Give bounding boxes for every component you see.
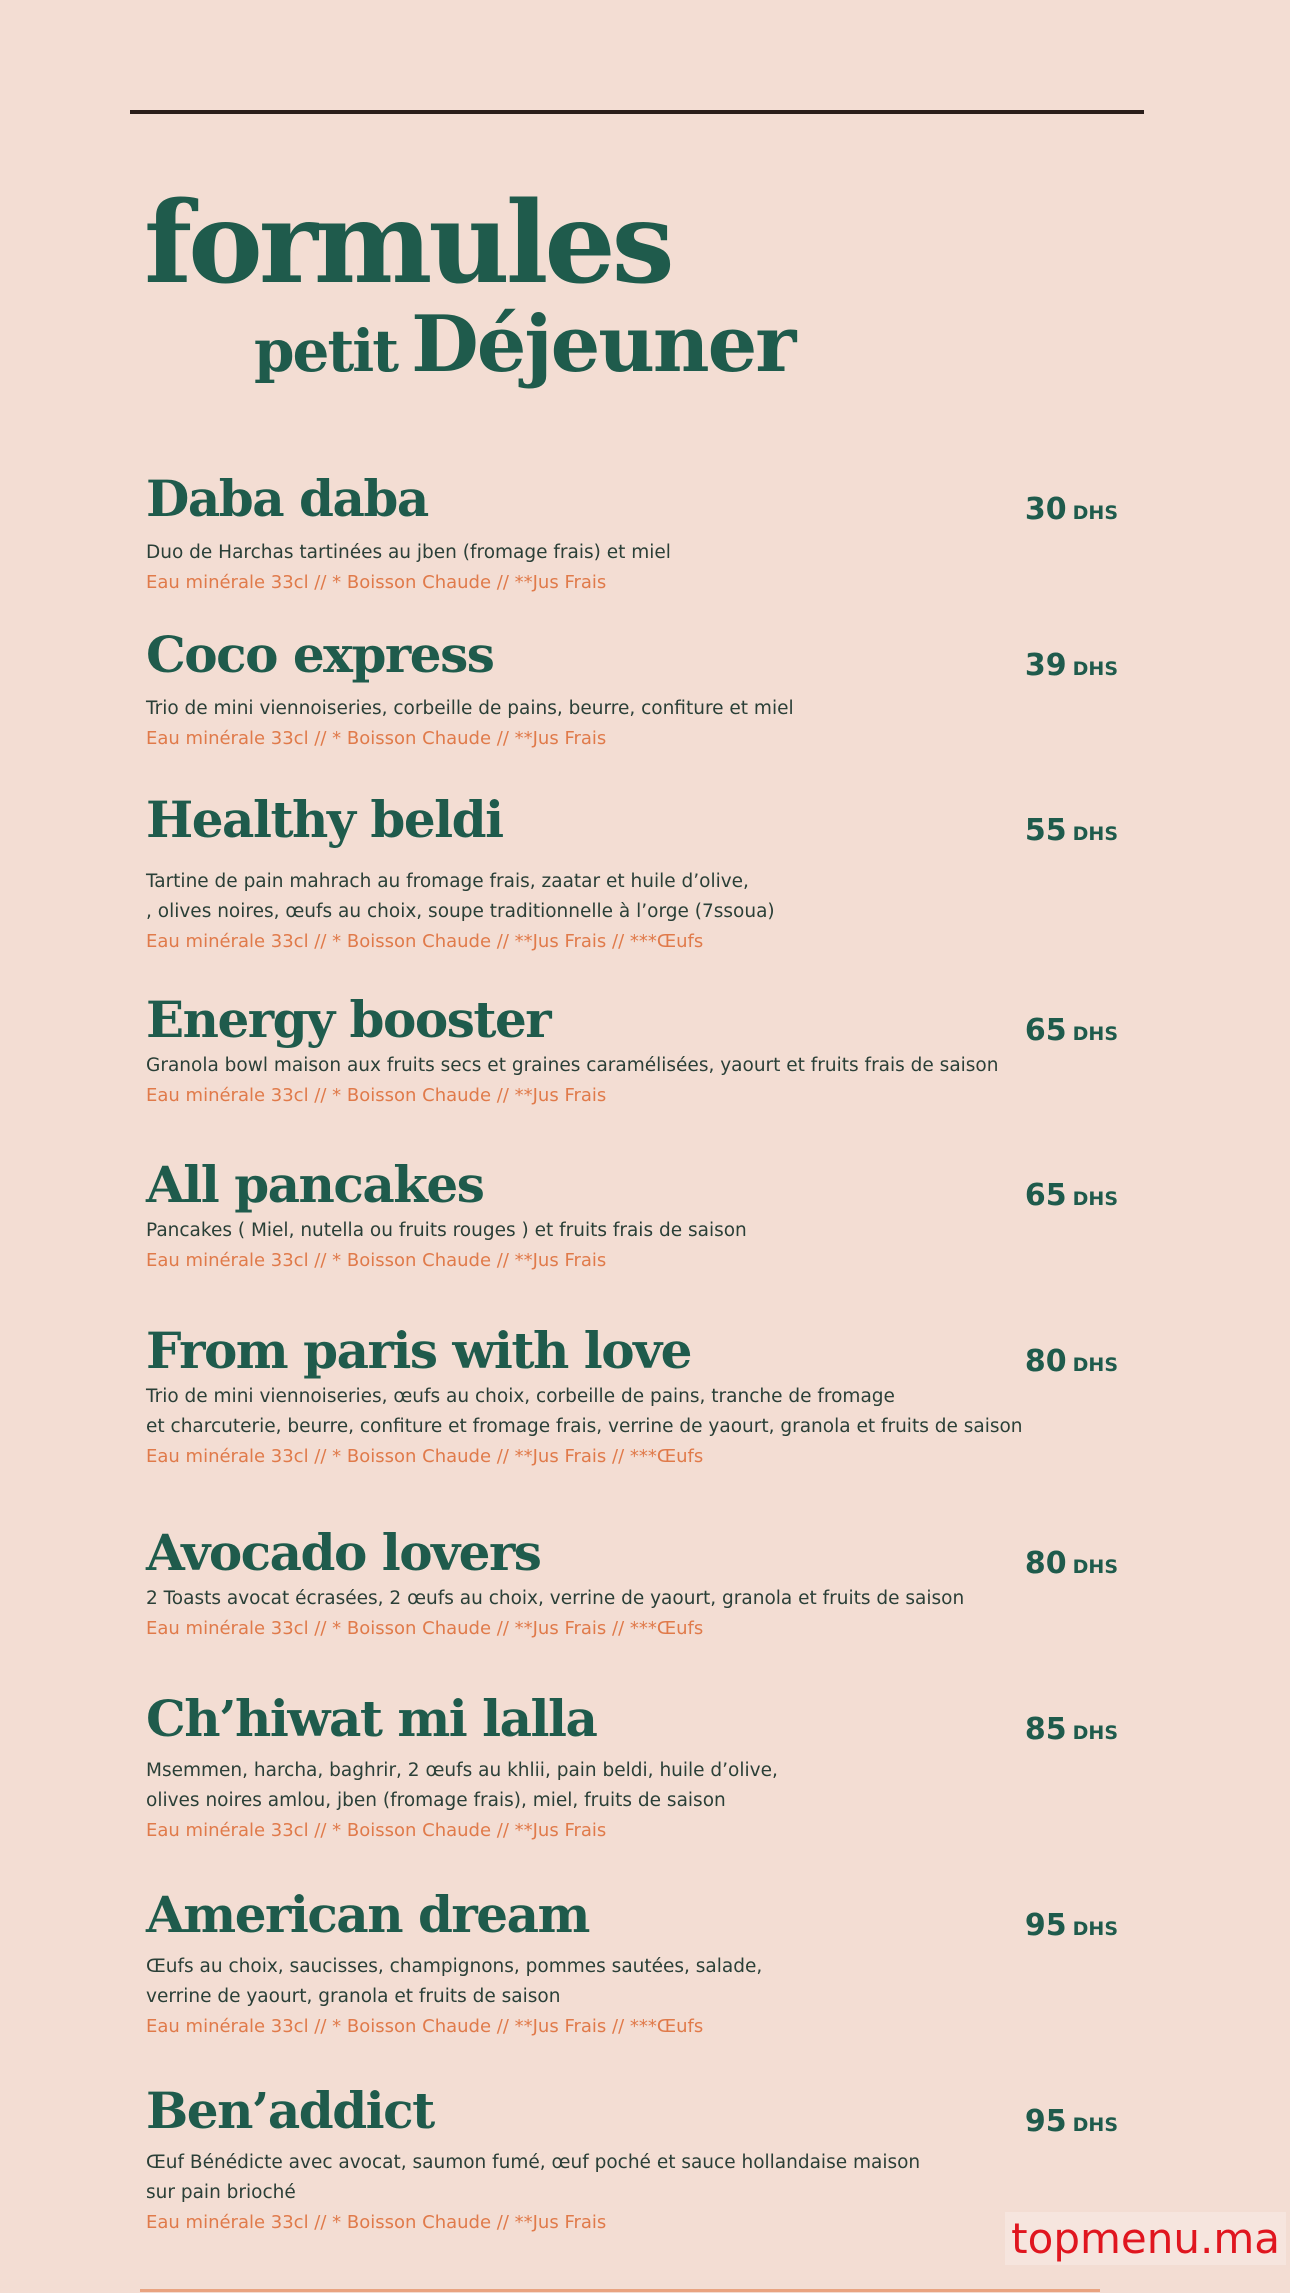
menu-subtitle-big: Déjeuner (411, 299, 795, 390)
top-divider (130, 110, 1144, 114)
item-price (1025, 648, 1118, 683)
item-description: Pancakes ( Miel, nutella ou fruits rouges ) et fruits frais de saison (146, 1220, 747, 1241)
price-value: 85 (1024, 1712, 1067, 1747)
item-name: From paris with love (146, 1321, 691, 1380)
price-currency: DHS (1072, 658, 1118, 680)
price-value: 55 (1024, 813, 1067, 848)
menu-item-american-dream (146, 1885, 1126, 2042)
item-description-line2: et charcuterie, beurre, confiture et fromage frais, verrine de yaourt, granola et fruits de saison (146, 1416, 1023, 1437)
item-price (1025, 2104, 1118, 2139)
item-extras: Eau minérale 33cl // * Boisson Chaude // **Jus Frais (146, 1085, 607, 1106)
price-currency: DHS (1072, 1918, 1118, 1940)
item-name: Avocado lovers (146, 1523, 541, 1582)
bottom-divider (140, 2289, 1100, 2292)
item-description-line2: , olives noires, œufs au choix, soupe traditionnelle à l’orge (7ssoua) (146, 901, 775, 922)
item-price (1025, 1908, 1118, 1943)
menu-item-chhiwat-mi-lalla (146, 1689, 1126, 1846)
item-extras: Eau minérale 33cl // * Boisson Chaude // **Jus Frais // ***Œufs (146, 2016, 704, 2037)
price-value: 30 (1024, 492, 1067, 527)
menu-item-coco-express (146, 625, 1126, 754)
price-value: 95 (1024, 2104, 1067, 2139)
item-extras: Eau minérale 33cl // * Boisson Chaude // **Jus Frais (146, 1820, 607, 1841)
item-name: Healthy beldi (146, 790, 503, 849)
item-name: Coco express (146, 625, 494, 684)
item-description: Msemmen, harcha, baghrir, 2 œufs au khlii, pain beldi, huile d’olive, (146, 1760, 778, 1781)
item-description: Œufs au choix, saucisses, champignons, pommes sautées, salade, (146, 1956, 763, 1977)
item-price (1025, 1344, 1118, 1379)
item-extras: Eau minérale 33cl // * Boisson Chaude // **Jus Frais (146, 728, 607, 749)
price-value: 95 (1024, 1908, 1067, 1943)
item-name: American dream (146, 1885, 589, 1944)
item-description: Tartine de pain mahrach au fromage frais, zaatar et huile d’olive, (146, 871, 749, 892)
item-description-line2: olives noires amlou, jben (fromage frais), miel, fruits de saison (146, 1790, 726, 1811)
price-value: 80 (1024, 1546, 1067, 1581)
menu-item-benaddict (146, 2081, 1126, 2238)
item-name: All pancakes (146, 1155, 484, 1214)
menu-subtitle-small: petit (254, 317, 398, 385)
item-extras: Eau minérale 33cl // * Boisson Chaude // **Jus Frais // ***Œufs (146, 1446, 704, 1467)
price-currency: DHS (1072, 823, 1118, 845)
price-value: 80 (1024, 1344, 1067, 1379)
item-description: Trio de mini viennoiseries, corbeille de pains, beurre, confiture et miel (146, 698, 794, 719)
item-description-line2: sur pain brioché (146, 2182, 296, 2203)
item-extras: Eau minérale 33cl // * Boisson Chaude // **Jus Frais (146, 1250, 607, 1271)
item-description: Duo de Harchas tartinées au jben (fromage frais) et miel (146, 542, 671, 563)
menu-subtitle (254, 299, 795, 390)
price-value: 39 (1024, 648, 1067, 683)
item-name: Energy booster (146, 990, 551, 1049)
item-name: Ch’hiwat mi lalla (146, 1689, 597, 1748)
item-description: Granola bowl maison aux fruits secs et graines caramélisées, yaourt et fruits frais de saison (146, 1055, 999, 1076)
price-currency: DHS (1072, 1556, 1118, 1578)
item-price (1025, 813, 1118, 848)
price-value: 65 (1024, 1178, 1067, 1213)
item-description-line2: verrine de yaourt, granola et fruits de saison (146, 1986, 561, 2007)
price-currency: DHS (1072, 1023, 1118, 1045)
menu-item-healthy-beldi (146, 790, 1126, 957)
price-value: 65 (1024, 1013, 1067, 1048)
price-currency: DHS (1072, 1188, 1118, 1210)
item-price (1025, 1178, 1118, 1213)
price-currency: DHS (1072, 1722, 1118, 1744)
price-currency: DHS (1072, 502, 1118, 524)
menu-item-all-pancakes (146, 1155, 1126, 1276)
item-price (1025, 1013, 1118, 1048)
item-description: Trio de mini viennoiseries, œufs au choix, corbeille de pains, tranche de fromage (146, 1386, 895, 1407)
item-extras: Eau minérale 33cl // * Boisson Chaude // **Jus Frais // ***Œufs (146, 1618, 704, 1639)
menu-item-daba-daba (146, 469, 1126, 598)
item-extras: Eau minérale 33cl // * Boisson Chaude // **Jus Frais (146, 2212, 607, 2233)
item-price (1025, 1712, 1118, 1747)
price-currency: DHS (1072, 2114, 1118, 2136)
menu-item-avocado-lovers (146, 1523, 1126, 1644)
item-description: 2 Toasts avocat écrasées, 2 œufs au choix, verrine de yaourt, granola et fruits de saison (146, 1588, 965, 1609)
item-extras: Eau minérale 33cl // * Boisson Chaude // **Jus Frais (146, 572, 607, 593)
menu-item-energy-booster (146, 990, 1126, 1111)
item-extras: Eau minérale 33cl // * Boisson Chaude // **Jus Frais // ***Œufs (146, 931, 704, 952)
price-currency: DHS (1072, 1354, 1118, 1376)
item-name: Daba daba (146, 469, 428, 528)
watermark-text: topmenu.ma (1005, 2212, 1286, 2265)
item-description: Œuf Bénédicte avec avocat, saumon fumé, œuf poché et sauce hollandaise maison (146, 2152, 921, 2173)
item-name: Ben’addict (146, 2081, 434, 2140)
item-price (1025, 492, 1118, 527)
menu-item-from-paris-with-love (146, 1321, 1126, 1472)
item-price (1025, 1546, 1118, 1581)
menu-title: formules (144, 178, 671, 309)
